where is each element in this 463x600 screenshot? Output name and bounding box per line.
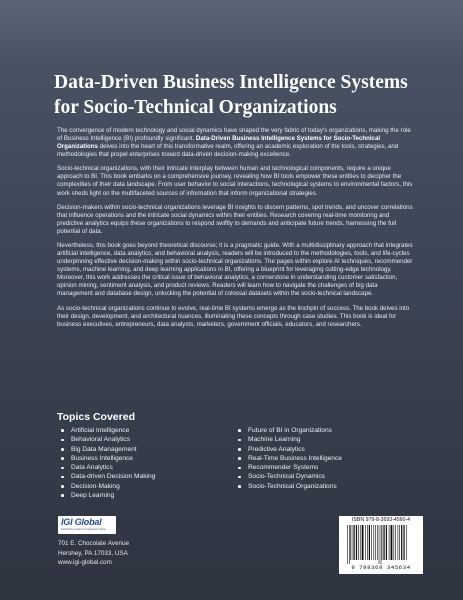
description-paragraph-4: Nevertheless, this book goes beyond theoretical discourse; it is a pragmatic guide. With a multidisciplinary approach that integrates artificial intelligence, data analytics, and behavioral analysis, readers will be introduced to the methodologies, tools, and life-cycles underpinning effective decision-making within socio-technical organizations. The pages within explore AI techniques, recommender systems, machine learning, and deep learning applications in BI, offering a blueprint for leveraging cutting-edge technology. Moreover, this work addresses the critical issue of behavioral analytics, a cornerstone in understanding customer satisfaction, opinion mining, sentiment analysis, and product reviews. Readers will learn how to navigate the challenges of big data management and database design, unlocking the potential of colossal datasets within the socio-technical landscape.	[57, 242, 413, 298]
barcode-bar	[401, 525, 402, 560]
igi-global-logo	[58, 516, 116, 534]
description-paragraph-2: Socio-technical organizations, with their intricate interplay between human and technological components, require a unique approach to BI. This book embarks on a comprehensive journey, revealing how BI tools empower these entities to decipher the complexities of their data landscape. From user behavior to social interactions, technological systems to environmental factors, this work sheds light on the multifaceted sources of information that inform organizational strategies.	[57, 165, 413, 197]
paragraph-1-book-title: Data-Driven Business Intelligence Systems for Socio-Technical Organizations	[57, 135, 381, 151]
paragraph-1-intro: The convergence of modern technology and social dynamics have shaped the very fabric of today's organizations, making the role of Business Intelligence (BI) profoundly significant.	[57, 127, 411, 143]
barcode-bar	[356, 525, 357, 560]
description-paragraph-1	[57, 127, 414, 159]
barcode-bar	[381, 525, 382, 564]
barcode-bar	[382, 525, 383, 560]
barcode-bar	[403, 525, 404, 560]
isbn-label: ISBN 979-8-3693-4560-4	[352, 517, 410, 523]
book-description	[57, 127, 414, 335]
topics-list-right	[238, 426, 342, 491]
barcode-bar	[371, 525, 372, 560]
address-city: Hershey, PA 17033, USA	[58, 549, 128, 557]
topic-item: Socio-Technical Dynamics	[238, 472, 342, 481]
barcode-bar	[360, 525, 361, 560]
barcode-bar	[394, 525, 395, 560]
topic-item: Behavioral Analytics	[61, 435, 155, 444]
barcode-bar	[389, 525, 390, 560]
topic-item: Data-driven Decision Making	[61, 472, 155, 481]
barcode-bar	[367, 525, 368, 560]
logo-wordmark: IGI Global	[61, 517, 102, 527]
barcode-bar	[347, 525, 348, 564]
barcode-bar	[350, 525, 351, 560]
ean-digits: 9 798369 345634	[351, 564, 411, 571]
book-title: Data-Driven Business Intelligence Systems for Socio-Technical Organizations	[54, 72, 408, 118]
topics-list-left	[61, 426, 155, 500]
barcode-bar	[395, 525, 396, 560]
topic-item: Machine Learning	[238, 435, 342, 444]
topic-item: Future of BI in Organizations	[238, 426, 342, 435]
barcode-bar	[379, 525, 380, 564]
topic-item: Data Analytics	[61, 463, 155, 472]
topic-item: Socio-Technical Organizations	[238, 482, 342, 491]
barcode-bars	[346, 525, 416, 564]
barcode-bar	[398, 525, 399, 560]
barcode-bar	[377, 525, 378, 560]
barcode-bar	[391, 525, 393, 560]
topic-item: Predictive Analytics	[238, 445, 342, 454]
topics-heading: Topics Covered	[57, 411, 135, 423]
paragraph-1-rest: delves into the heart of this transformative realm, offering an academic exploration of the tools, strategies, and methodologies that propel enterprises toward data-driven decision-making excellence.	[57, 143, 399, 159]
barcode-bar	[362, 525, 364, 560]
barcode-bar	[358, 525, 359, 560]
topic-item: Artificial Intelligence	[61, 426, 155, 435]
address-street: 701 E. Chocolate Avenue	[58, 540, 129, 547]
barcode-bar	[352, 525, 353, 560]
topic-item: Decision-Making	[61, 482, 155, 491]
topic-item: Deep Learning	[61, 491, 155, 500]
barcode-bar	[399, 525, 400, 560]
barcode-bar	[386, 525, 387, 560]
barcode-bar	[383, 525, 384, 560]
barcode-bar	[375, 525, 376, 560]
publisher-address	[58, 539, 129, 568]
description-paragraph-3: Decision-makers within socio-technical organizations leverage BI insights to discern patterns, spot trends, and uncover correlations that influence operations and the intricate social dynamics within their entities. Research covering real-time monitoring and predictive analytics equips these organizations to respond swiftly to demands and anticipate future trends, harnessing the full potential of data.	[57, 203, 413, 235]
topic-item: Recommender Systems	[238, 463, 342, 472]
barcode-bar	[373, 525, 374, 560]
barcode-bar	[349, 525, 350, 564]
logo-tagline: Publishing Academic's Research Value	[61, 527, 106, 531]
description-paragraph-5: As socio-technical organizations continue to evolve, real-time BI systems emerge as the linchpin of success. The book delves into their design, development, and architectural nuances, illuminating these concepts through case studies. This book is ideal for business executives, entrepreneurs, data analysts, marketers, government officials, educators, and researchers.	[57, 304, 410, 328]
barcode-bar	[353, 525, 354, 560]
barcode-bar	[369, 525, 370, 560]
barcode-bar	[365, 525, 366, 560]
topic-item: Business Intelligence	[61, 454, 155, 463]
topic-item: Real-Time Business Intelligence	[238, 454, 342, 463]
publisher-website: www.igi-global.com	[58, 559, 112, 566]
barcode-bar	[406, 525, 407, 560]
topic-item: Big Data Management	[61, 445, 155, 454]
isbn-barcode	[339, 516, 423, 574]
